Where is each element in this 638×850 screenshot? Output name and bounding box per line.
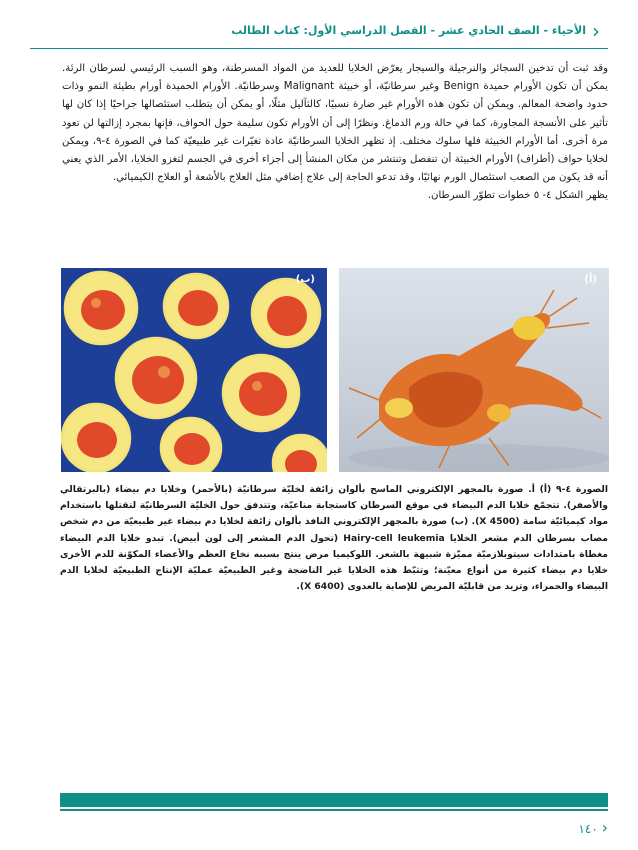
page-header-title: الأحياء - الصف الحادي عشر - الفصل الدراسي الأول: كتاب الطالب bbox=[231, 24, 586, 37]
figure-a-label: (أ) bbox=[584, 274, 597, 285]
body-paragraph: يظهر الشكل ٤- ٥ خطوات تطوّر السرطان. bbox=[427, 190, 608, 202]
figure-b-label: (ب) bbox=[295, 274, 315, 285]
page-number: ١٤٠ bbox=[578, 822, 598, 836]
chevron-left-icon: ‹ bbox=[601, 818, 608, 837]
figure-caption bbox=[60, 482, 608, 595]
page-header bbox=[30, 18, 608, 49]
body-text bbox=[62, 60, 608, 206]
figure-b-illustration bbox=[61, 268, 327, 472]
chevron-right-icon: › bbox=[592, 19, 600, 43]
footer-bar bbox=[60, 793, 608, 807]
caption-text: الصورة ٤-٩ (أ) أ. صورة بالمجهر الإلكتروني الماسح بألوان زائفة لخليّة سرطانيّة (بالأحمر) وخلايا دم بيضاء (بالبرتقالي والأصفر). تتجمّع خلايا الدم البيضاء في موقع السرطان كاستجابة مناعيّة، وتتدفق حول الخليّة السرطانيّة لتقتلها باستخدام مواد كيميائيّة سامة (X 4500). (ب) صورة بالمجهر الإلكتروني النافذ بألوان زائفة لخلايا دم بيضاء غير طبيعيّة من دم شخص مصاب بسرطان الدم مشعر الخلايا Hairy-cell leukemia (تحول الدم المشعر إلى لون أبيض). تبدو خلايا الدم البيضاء مغطاة بامتدادات سيتوبلازميّة مميّزة شبيهة بالشعر. اللوكيميا مرض ينتج بسببه نخاع العظم والأعضاء المكوّنة للدم الأخرى خلايا دم بيضاء كثيرة من أنواع معيّنة؛ وتثبّط هذه الخلايا غير الناضجة وغير الطبيعيّة عمليّة الإنتاج الطبيعيّة لخلايا الدم البيضاء والحمراء، وتزيد من قابليّة المريض للإصابة بالعدوى (X 6400). bbox=[60, 484, 609, 593]
figure-a-image bbox=[339, 268, 609, 472]
page-number-block bbox=[578, 818, 608, 837]
figure-a-illustration bbox=[339, 268, 609, 472]
figure-b-image bbox=[61, 268, 327, 472]
body-paragraph: وقد ثبت أن تدخين السجائر والنرجيلة والسيجار يعرّض الخلايا للعديد من المواد المسرطنة، وهو السبب الرئيسي لسرطان الرئة. يمكن أن تكون الأورام حميدة Benign وغير سرطانيّة، أو خبيثة Malignant وسرطانيّة. الأورام الحميدة أورام بطيئة النمو وذات حدود واضحة المعالم. ويمكن أن تكون هذه الأورام غير ضارة نسبيًا، كالثآليل مثلًا، أو يمكن أن يتطلب استئصالها جراحيًا إذا كان لها تأثير على الأنسجة المجاورة، كما في حالة ورم الدماغ. ونظرًا إلى أن الأورام تكون سليمة حول الحواف، فإنها بمجرد إزالتها لن تعود مرة أخرى. أما الأورام الخبيثة فلها سلوك مختلف. إذ تظهر الخلايا السرطانيّة عادة تغيّرات غير طبيعيّة كما في الصورة ٤-٩، ويمكن لخلايا حواف (أطراف) الأورام الخبيثة أن تنفصل وتنتشر من مكان المنشأ إلى أجزاء أخرى في الجسم لتغزو الخلايا، الأمر الذي يعني أنه قد يكون من الصعب استئصال الورم نهائيًا، وقد تدعو الحاجة إلى علاج إضافي مثل العلاج بالأشعة أو العلاج الكيميائي. bbox=[62, 63, 608, 184]
